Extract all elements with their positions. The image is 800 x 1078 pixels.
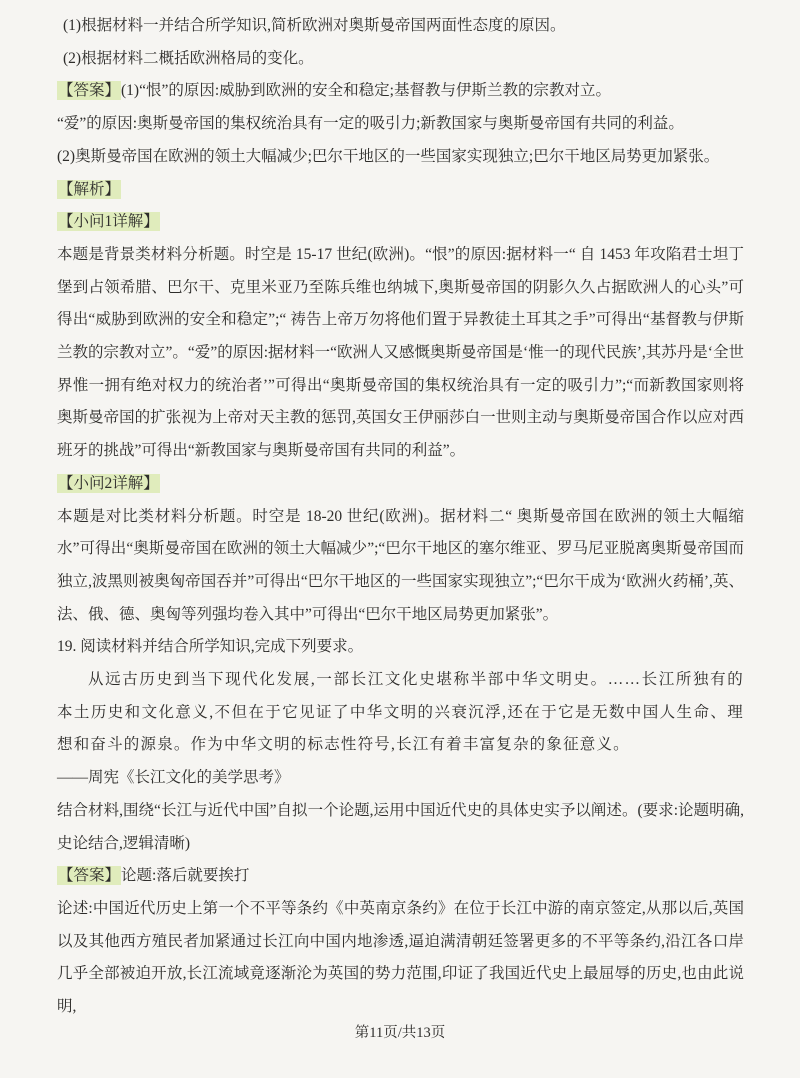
question19-material-source: ——周宪《长江文化的美学思考》 xyxy=(57,769,290,787)
subquestion2-heading xyxy=(57,468,744,501)
question19-heading: 19. 阅读材料并结合所学知识,完成下列要求。 xyxy=(57,638,364,656)
answer18-line1 xyxy=(57,75,744,108)
analysis-label-highlight: 【解析】 xyxy=(58,180,121,198)
subquestion1-heading xyxy=(57,206,744,239)
answer18-line3: (2)奥斯曼帝国在欧洲的领土大幅减少;巴尔干地区的一些国家实现独立;巴尔干地区局势更加紧张。 xyxy=(57,147,720,165)
subquestion1-analysis: 本题是背景类材料分析题。时空是 15-17 世纪(欧洲)。“恨”的原因:据材料一“ 自 1453 年攻陷君士坦丁堡到占领希腊、巴尔干、克里米亚乃至陈兵维也纳城下,奥斯曼帝国的阴影久久占据欧洲人的心头”可得出“威胁到欧洲的安全和稳定”;“ 祷告上帝万勿将他们置于异教徒土耳其之手”可得出“基督教与伊斯兰教的宗教对立”。“爱”的原因:据材料一“欧洲人又感慨奥斯曼帝国是‘惟一的现代民族’,其苏丹是‘全世界惟一拥有绝对权力的统治者’”可得出“奥斯曼帝国的集权统治具有一定的吸引力”;“而新教国家则将奥斯曼帝国的扩张视为上帝对天主教的惩罚,英国女王伊丽莎白一世则主动与奥斯曼帝国合作以应对西班牙的挑战”可得出“新教国家与奥斯曼帝国有共同的利益”。 xyxy=(57,245,744,460)
answer-label-highlight: 【答案】 xyxy=(58,867,121,885)
answer19-discussion: 论述:中国近代历史上第一个不平等条约《中英南京条约》在位于长江中游的南京签定,从那以后,英国以及其他西方殖民者加紧通过长江向中国内地渗透,逼迫满清朝廷签署更多的不平等条约,沿江各口岸几乎全部被迫开放,长江流域竟逐渐沦为英国的势力范围,印证了我国近代史上最屈辱的历史,也由此说明, xyxy=(57,899,744,1016)
subquestion2-label-highlight: 【小问2详解】 xyxy=(58,474,159,492)
subquestion2-analysis: 本题是对比类材料分析题。时空是 18-20 世纪(欧洲)。据材料二“ 奥斯曼帝国在欧洲的领土大幅缩水”可得出“奥斯曼帝国在欧洲的领土大幅减少”;“巴尔干地区的塞尔维亚、罗马尼亚脱离奥斯曼帝国而独立,波黑则被奥匈帝国吞并”可得出“巴尔干地区的一些国家实现独立”;“巴尔干成为‘欧洲火药桶’,英、法、俄、德、奥匈等列强均卷入其中”可得出“巴尔干地区局势更加紧张”。 xyxy=(57,507,744,623)
question19-task: 结合材料,围绕“长江与近代中国”自拟一个论题,运用中国近代史的具体史实予以阐述。(要求:论题明确,史论结合,逻辑清晰) xyxy=(57,801,744,852)
question18-part2: (2)根据材料二概括欧洲格局的变化。 xyxy=(63,49,314,67)
question19-material-quote: 从远古历史到当下现代化发展,一部长江文化史堪称半部中华文明史。……长江所独有的本土历史和文化意义,不但在于它见证了中华文明的兴衰沉浮,还在于它是无数中国人生命、理想和奋斗的源泉。作为中华文明的标志性符号,长江有着丰富复杂的象征意义。 xyxy=(57,671,744,754)
answer19-topic-line xyxy=(57,860,744,893)
subquestion1-label-highlight: 【小问1详解】 xyxy=(58,213,159,231)
answer18-line2: “爱”的原因:奥斯曼帝国的集权统治具有一定的吸引力;新教国家与奥斯曼帝国有共同的利益。 xyxy=(57,115,684,133)
answer18-part1-text: (1)“恨”的原因:威胁到欧洲的安全和稳定;基督教与伊斯兰教的宗教对立。 xyxy=(121,82,611,100)
page-number: 第11页/共13页 xyxy=(354,1025,446,1041)
question18-part1: (1)根据材料一并结合所学知识,简析欧洲对奥斯曼帝国两面性态度的原因。 xyxy=(63,17,566,34)
analysis-heading xyxy=(57,174,744,207)
answer19-topic-text: 论题:落后就要挨打 xyxy=(121,867,250,885)
answer-label-highlight: 【答案】 xyxy=(58,82,121,100)
